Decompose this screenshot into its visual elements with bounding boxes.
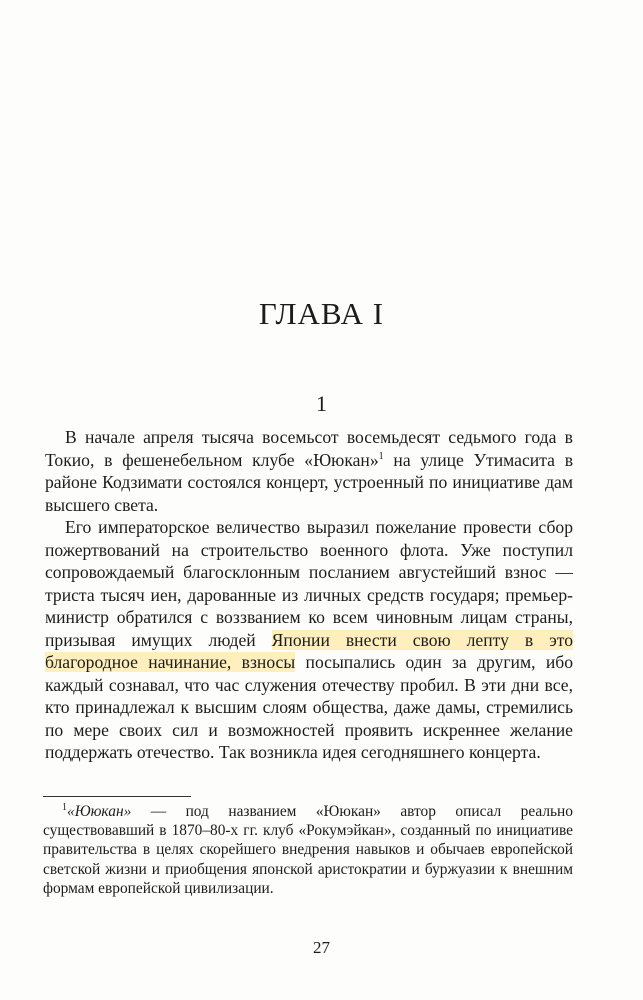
body-text: [45, 426, 573, 764]
footnote-term: «Ююкан»: [67, 803, 132, 820]
paragraph-1-text-a: В начале апреля тысяча восемьсот восемьдесят седьмого года в Токио, в фешенебельном клубе «Ююкан»: [45, 427, 573, 470]
paragraph-2-text-b: посыпались один за другим, ибо каждый сознавал, что час служения отечеству пробил. В эти дни все, кто принадлежал к высшим слоям общества, даже дамы, стремились по мере своих сил и возможностей проявить искреннее желание поддержать отечество. Так возникла идея сегодняшнего концерта.: [45, 652, 573, 762]
highlighted-passage: Японии внести свою лепту в это благородное начинание, взносы: [45, 629, 574, 672]
paragraph-2: [45, 516, 573, 764]
page-number: 27: [313, 938, 330, 957]
paragraph-1-text-b: на улице Утимасита в районе Кодзимати состоялся концерт, устроенный по инициативе дам высшего света.: [45, 449, 573, 515]
footnote: [43, 802, 573, 898]
paragraph-1: [45, 426, 573, 516]
chapter-title: ГЛАВА I: [258, 296, 385, 331]
section-number: 1: [316, 391, 327, 416]
paragraph-2-text-a: Его императорское величество выразил пожелание провести сбор пожертвований на строительство военного флота. Уже поступил сопровождаемый благосклонным посланием августейший взнос — триста тысяч иен, дарованные из личных средств государя; премьер-министр обратился с воззванием ко всем чиновным лицам страны, призывая имущих людей: [45, 517, 573, 650]
footnote-reference: 1: [378, 450, 384, 462]
footnote-text: — под названием «Ююкан» автор описал реально существовавший в 1870–80-х гг. клуб «Рокумэйкан», созданный по инициативе правительства в целях скорейшего внедрения навыков и обычаев европейской светской жизни и приобщения японской аристократии и буржуазии к внешним формам европейской цивилизации.: [43, 803, 573, 897]
footnote-divider: [43, 796, 191, 797]
footnote-number: 1: [62, 801, 67, 813]
